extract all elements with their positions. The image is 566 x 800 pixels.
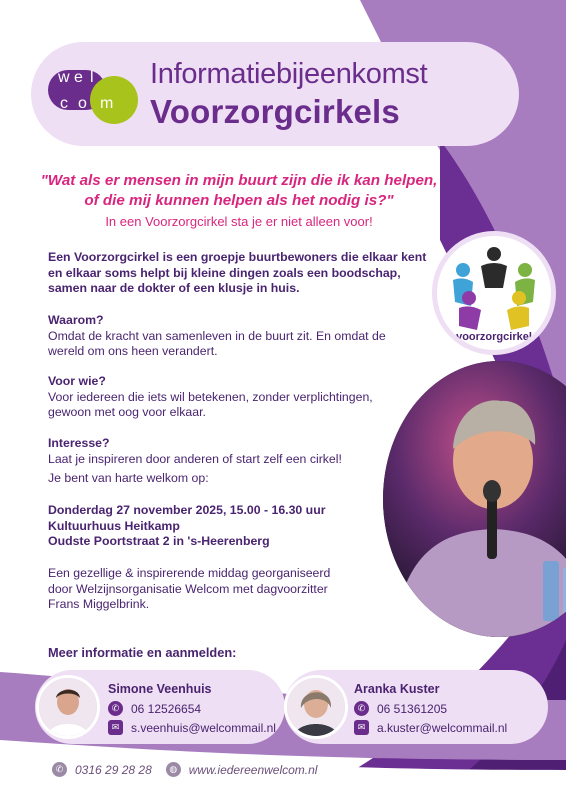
people-circle-icon <box>437 236 551 350</box>
contact-name: Aranka Kuster <box>354 682 440 696</box>
event-details: Donderdag 27 november 2025, 15.00 - 16.30 uur Kultuurhuus Heitkamp Oudste Poortstraat 2 in 's-Heerenberg <box>48 503 326 549</box>
contact-email-row <box>108 720 276 735</box>
contact-phone-row <box>108 701 201 716</box>
welcom-logo <box>46 56 138 130</box>
svg-text:l: l <box>90 69 94 86</box>
footer-phone[interactable]: 0316 29 28 28 <box>75 762 152 777</box>
phone-icon: ✆ <box>52 762 67 777</box>
quote-line1: "Wat als er mensen in mijn buurt zijn die ik kan helpen, <box>40 172 438 189</box>
section-waarom: Waarom? Omdat de kracht van samenleven in de buurt zit. En omdat de wereld om ons heen verandert. <box>48 313 386 359</box>
description: Een Voorzorgcirkel is een groepje buurtbewoners die elkaar kent en elkaar soms helpt bij kleine dingen zoals een boodschap, samen naar de dokter of een klusje in huis. <box>48 250 427 296</box>
svg-text:m: m <box>100 95 114 112</box>
contact-phone-row <box>354 701 447 716</box>
globe-icon: ◍ <box>166 762 181 777</box>
contact-phone[interactable]: 06 51361205 <box>377 701 448 716</box>
contact-email[interactable]: a.kuster@welcommail.nl <box>377 720 508 735</box>
footer-website[interactable]: www.iedereenwelcom.nl <box>188 762 318 777</box>
closing-text: Een gezellige & inspirerende middag georganiseerd door Welzijnsorganisatie Welcom met dagvoorzitter Frans Miggelbrink. <box>48 566 331 612</box>
interesse-heading: Interesse? <box>48 436 110 450</box>
voorzorgcirkel-logo <box>432 231 556 355</box>
phone-icon: ✆ <box>108 701 123 716</box>
phone-icon: ✆ <box>354 701 369 716</box>
avatar <box>36 675 100 739</box>
mail-icon: ✉ <box>354 720 369 735</box>
svg-text:e: e <box>74 69 83 86</box>
section-voor-wie: Voor wie? Voor iedereen die iets wil betekenen, zonder verplichtingen, gewoon met oog voor elkaar. <box>48 374 373 420</box>
contact-name: Simone Veenhuis <box>108 682 212 696</box>
mail-icon: ✉ <box>108 720 123 735</box>
waarom-heading: Waarom? <box>48 313 104 327</box>
contact-phone[interactable]: 06 12526654 <box>131 701 202 716</box>
title-line2: Voorzorgcirkels <box>150 93 400 130</box>
title-line1: Informatiebijeenkomst <box>150 58 428 90</box>
avatar <box>284 675 348 739</box>
svg-text:c: c <box>60 95 68 112</box>
intro-subline: In een Voorzorgcirkel sta je er niet alleen voor! <box>105 214 373 229</box>
svg-text:o: o <box>78 95 87 112</box>
contact-email[interactable]: s.veenhuis@welcommail.nl <box>131 720 276 735</box>
section-interesse: Interesse? Laat je inspireren door anderen of start zelf een cirkel! Je bent van harte welkom op: <box>48 436 342 486</box>
contact-email-row <box>354 720 507 735</box>
svg-text:w: w <box>58 69 70 86</box>
more-info-heading: Meer informatie en aanmelden: <box>48 645 237 660</box>
voorzorgcirkel-label: voorzorgcirkel <box>456 331 532 343</box>
intro-quote <box>30 171 448 211</box>
quote-line2: of die mij kunnen helpen als het nodig is?" <box>84 192 394 209</box>
footer <box>52 762 317 777</box>
voor-wie-heading: Voor wie? <box>48 374 106 388</box>
